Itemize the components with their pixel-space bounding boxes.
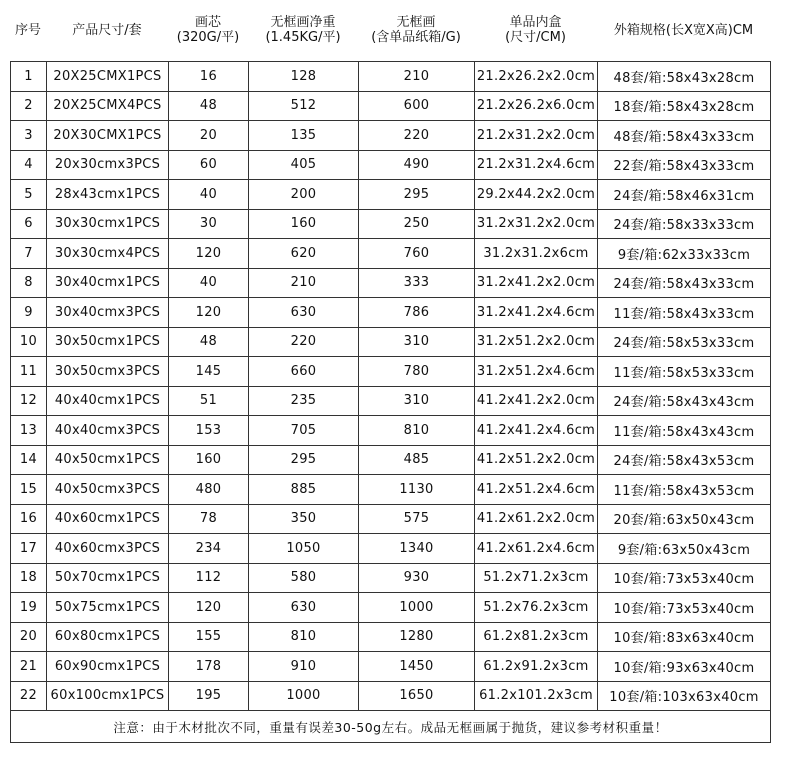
outer-box-cell: 11套/箱:58x43x43cm [598, 416, 771, 446]
frameless-cell: 600 [359, 91, 475, 121]
core-cell: 160 [169, 445, 249, 475]
net-weight-cell: 885 [249, 475, 359, 505]
index-cell: 11 [11, 357, 47, 387]
header-net-line1: 无框画净重 [270, 15, 336, 30]
index-cell: 14 [11, 445, 47, 475]
index-cell: 21 [11, 652, 47, 682]
table-row [11, 91, 771, 121]
index-cell: 19 [11, 593, 47, 623]
frameless-cell: 930 [359, 563, 475, 593]
size-cell: 60x80cmx1PCS [47, 622, 169, 652]
net-weight-cell: 160 [249, 209, 359, 239]
size-cell: 30x40cmx3PCS [47, 298, 169, 328]
outer-box-cell: 10套/箱:73x53x40cm [598, 593, 771, 623]
outer-box-cell: 10套/箱:103x63x40cm [598, 681, 771, 711]
net-weight-cell: 295 [249, 445, 359, 475]
inner-box-cell: 31.2x41.2x4.6cm [475, 298, 598, 328]
frameless-cell: 310 [359, 386, 475, 416]
frameless-cell: 1280 [359, 622, 475, 652]
table-row [11, 180, 771, 210]
index-cell: 17 [11, 534, 47, 564]
header-size-label: 产品尺寸/套 [72, 22, 142, 38]
frameless-cell: 1450 [359, 652, 475, 682]
outer-box-cell: 10套/箱:93x63x40cm [598, 652, 771, 682]
index-cell: 9 [11, 298, 47, 328]
core-cell: 48 [169, 327, 249, 357]
net-weight-cell: 630 [249, 593, 359, 623]
table-row [11, 209, 771, 239]
index-cell: 2 [11, 91, 47, 121]
table-row [11, 534, 771, 564]
table-row [11, 681, 771, 711]
net-weight-cell: 210 [249, 268, 359, 298]
inner-box-cell: 31.2x31.2x6cm [475, 239, 598, 269]
inner-box-cell: 41.2x51.2x4.6cm [475, 475, 598, 505]
table-row [11, 504, 771, 534]
note-text: 注意：由于木材批次不同，重量有误差30-50g左右。成品无框画属于抛货，建议参考材积重量！ [11, 711, 771, 743]
net-weight-cell: 1050 [249, 534, 359, 564]
outer-box-cell: 18套/箱:58x43x28cm [598, 91, 771, 121]
inner-box-cell: 31.2x31.2x2.0cm [475, 209, 598, 239]
table-row [11, 62, 771, 92]
frameless-cell: 485 [359, 445, 475, 475]
table-row [11, 150, 771, 180]
frameless-cell: 220 [359, 121, 475, 151]
frameless-cell: 295 [359, 180, 475, 210]
core-cell: 120 [169, 593, 249, 623]
inner-box-cell: 41.2x41.2x2.0cm [475, 386, 598, 416]
table-row [11, 563, 771, 593]
frameless-cell: 210 [359, 62, 475, 92]
header-core [168, 0, 248, 60]
table-row [11, 357, 771, 387]
core-cell: 234 [169, 534, 249, 564]
inner-box-cell: 41.2x51.2x2.0cm [475, 445, 598, 475]
outer-box-cell: 9套/箱:62x33x33cm [598, 239, 771, 269]
table-row [11, 622, 771, 652]
inner-box-cell: 31.2x51.2x4.6cm [475, 357, 598, 387]
core-cell: 178 [169, 652, 249, 682]
header-inner-box [474, 0, 597, 60]
net-weight-cell: 910 [249, 652, 359, 682]
core-cell: 195 [169, 681, 249, 711]
spec-table [10, 61, 771, 743]
core-cell: 120 [169, 239, 249, 269]
frameless-cell: 310 [359, 327, 475, 357]
frameless-cell: 333 [359, 268, 475, 298]
inner-box-cell: 41.2x61.2x4.6cm [475, 534, 598, 564]
frameless-cell: 1130 [359, 475, 475, 505]
header-frameless-line2: (含单品纸箱/G) [371, 30, 461, 45]
outer-box-cell: 24套/箱:58x53x33cm [598, 327, 771, 357]
inner-box-cell: 31.2x41.2x2.0cm [475, 268, 598, 298]
index-cell: 10 [11, 327, 47, 357]
inner-box-cell: 21.2x26.2x6.0cm [475, 91, 598, 121]
index-cell: 16 [11, 504, 47, 534]
net-weight-cell: 128 [249, 62, 359, 92]
frameless-cell: 250 [359, 209, 475, 239]
outer-box-cell: 24套/箱:58x33x33cm [598, 209, 771, 239]
size-cell: 30x30cmx1PCS [47, 209, 169, 239]
header-net-weight [248, 0, 358, 60]
outer-box-cell: 11套/箱:58x43x53cm [598, 475, 771, 505]
table-row [11, 593, 771, 623]
net-weight-cell: 810 [249, 622, 359, 652]
net-weight-cell: 512 [249, 91, 359, 121]
inner-box-cell: 51.2x71.2x3cm [475, 563, 598, 593]
size-cell: 20X25CMX1PCS [47, 62, 169, 92]
size-cell: 50x75cmx1PCS [47, 593, 169, 623]
size-cell: 20X30CMX1PCS [47, 121, 169, 151]
inner-box-cell: 31.2x51.2x2.0cm [475, 327, 598, 357]
table-row [11, 239, 771, 269]
net-weight-cell: 220 [249, 327, 359, 357]
size-cell: 20X25CMX4PCS [47, 91, 169, 121]
frameless-cell: 1340 [359, 534, 475, 564]
size-cell: 20x30cmx3PCS [47, 150, 169, 180]
frameless-cell: 786 [359, 298, 475, 328]
net-weight-cell: 620 [249, 239, 359, 269]
net-weight-cell: 705 [249, 416, 359, 446]
outer-box-cell: 24套/箱:58x43x43cm [598, 386, 771, 416]
core-cell: 16 [169, 62, 249, 92]
header-frameless [358, 0, 474, 60]
spec-table-body [11, 62, 771, 711]
core-cell: 155 [169, 622, 249, 652]
header-core-line1: 画芯 [194, 15, 221, 30]
outer-box-cell: 10套/箱:73x53x40cm [598, 563, 771, 593]
core-cell: 20 [169, 121, 249, 151]
header-inner-line1: 单品内盒 [509, 15, 562, 30]
inner-box-cell: 41.2x61.2x2.0cm [475, 504, 598, 534]
outer-box-cell: 24套/箱:58x46x31cm [598, 180, 771, 210]
index-cell: 1 [11, 62, 47, 92]
index-cell: 5 [11, 180, 47, 210]
core-cell: 153 [169, 416, 249, 446]
size-cell: 60x90cmx1PCS [47, 652, 169, 682]
table-row [11, 268, 771, 298]
index-cell: 15 [11, 475, 47, 505]
core-cell: 112 [169, 563, 249, 593]
index-cell: 4 [11, 150, 47, 180]
header-outer-box [597, 0, 770, 60]
net-weight-cell: 660 [249, 357, 359, 387]
index-cell: 6 [11, 209, 47, 239]
inner-box-cell: 21.2x31.2x2.0cm [475, 121, 598, 151]
table-row [11, 386, 771, 416]
header-net-line2: (1.45KG/平) [265, 30, 341, 45]
outer-box-cell: 48套/箱:58x43x28cm [598, 62, 771, 92]
header-outer-label: 外箱规格(长X宽X高)CM [613, 22, 754, 38]
size-cell: 40x50cmx1PCS [47, 445, 169, 475]
inner-box-cell: 61.2x91.2x3cm [475, 652, 598, 682]
core-cell: 120 [169, 298, 249, 328]
inner-box-cell: 41.2x41.2x4.6cm [475, 416, 598, 446]
net-weight-cell: 200 [249, 180, 359, 210]
size-cell: 30x40cmx1PCS [47, 268, 169, 298]
index-cell: 13 [11, 416, 47, 446]
frameless-cell: 1650 [359, 681, 475, 711]
header-size [46, 0, 168, 60]
table-row [11, 416, 771, 446]
outer-box-cell: 11套/箱:58x43x33cm [598, 298, 771, 328]
net-weight-cell: 135 [249, 121, 359, 151]
frameless-cell: 1000 [359, 593, 475, 623]
table-row [11, 475, 771, 505]
core-cell: 145 [169, 357, 249, 387]
index-cell: 12 [11, 386, 47, 416]
table-row [11, 445, 771, 475]
outer-box-cell: 24套/箱:58x43x33cm [598, 268, 771, 298]
core-cell: 40 [169, 268, 249, 298]
core-cell: 30 [169, 209, 249, 239]
index-cell: 8 [11, 268, 47, 298]
size-cell: 40x60cmx1PCS [47, 504, 169, 534]
header-frameless-line1: 无框画 [396, 15, 436, 30]
table-header [0, 0, 790, 60]
size-cell: 30x50cmx3PCS [47, 357, 169, 387]
inner-box-cell: 29.2x44.2x2.0cm [475, 180, 598, 210]
header-core-line2: (320G/平) [176, 30, 240, 45]
table-row [11, 121, 771, 151]
table-row [11, 652, 771, 682]
core-cell: 40 [169, 180, 249, 210]
outer-box-cell: 22套/箱:58x43x33cm [598, 150, 771, 180]
core-cell: 48 [169, 91, 249, 121]
table-row [11, 298, 771, 328]
outer-box-cell: 24套/箱:58x43x53cm [598, 445, 771, 475]
net-weight-cell: 580 [249, 563, 359, 593]
size-cell: 30x50cmx1PCS [47, 327, 169, 357]
index-cell: 3 [11, 121, 47, 151]
index-cell: 22 [11, 681, 47, 711]
inner-box-cell: 51.2x76.2x3cm [475, 593, 598, 623]
header-index [10, 0, 46, 60]
size-cell: 28x43cmx1PCS [47, 180, 169, 210]
index-cell: 18 [11, 563, 47, 593]
index-cell: 20 [11, 622, 47, 652]
inner-box-cell: 61.2x81.2x3cm [475, 622, 598, 652]
frameless-cell: 490 [359, 150, 475, 180]
net-weight-cell: 630 [249, 298, 359, 328]
frameless-cell: 575 [359, 504, 475, 534]
size-cell: 40x50cmx3PCS [47, 475, 169, 505]
frameless-cell: 810 [359, 416, 475, 446]
outer-box-cell: 9套/箱:63x50x43cm [598, 534, 771, 564]
net-weight-cell: 1000 [249, 681, 359, 711]
inner-box-cell: 61.2x101.2x3cm [475, 681, 598, 711]
inner-box-cell: 21.2x26.2x2.0cm [475, 62, 598, 92]
header-inner-line2: (尺寸/CM) [505, 30, 566, 45]
size-cell: 40x60cmx3PCS [47, 534, 169, 564]
note-row [11, 711, 771, 743]
outer-box-cell: 10套/箱:83x63x40cm [598, 622, 771, 652]
index-cell: 7 [11, 239, 47, 269]
net-weight-cell: 405 [249, 150, 359, 180]
outer-box-cell: 11套/箱:58x53x33cm [598, 357, 771, 387]
size-cell: 40x40cmx1PCS [47, 386, 169, 416]
size-cell: 60x100cmx1PCS [47, 681, 169, 711]
size-cell: 30x30cmx4PCS [47, 239, 169, 269]
inner-box-cell: 21.2x31.2x4.6cm [475, 150, 598, 180]
outer-box-cell: 48套/箱:58x43x33cm [598, 121, 771, 151]
frameless-cell: 780 [359, 357, 475, 387]
header-index-label: 序号 [14, 22, 41, 38]
outer-box-cell: 20套/箱:63x50x43cm [598, 504, 771, 534]
size-cell: 40x40cmx3PCS [47, 416, 169, 446]
table-row [11, 327, 771, 357]
net-weight-cell: 235 [249, 386, 359, 416]
size-cell: 50x70cmx1PCS [47, 563, 169, 593]
core-cell: 480 [169, 475, 249, 505]
net-weight-cell: 350 [249, 504, 359, 534]
core-cell: 78 [169, 504, 249, 534]
frameless-cell: 760 [359, 239, 475, 269]
core-cell: 60 [169, 150, 249, 180]
core-cell: 51 [169, 386, 249, 416]
